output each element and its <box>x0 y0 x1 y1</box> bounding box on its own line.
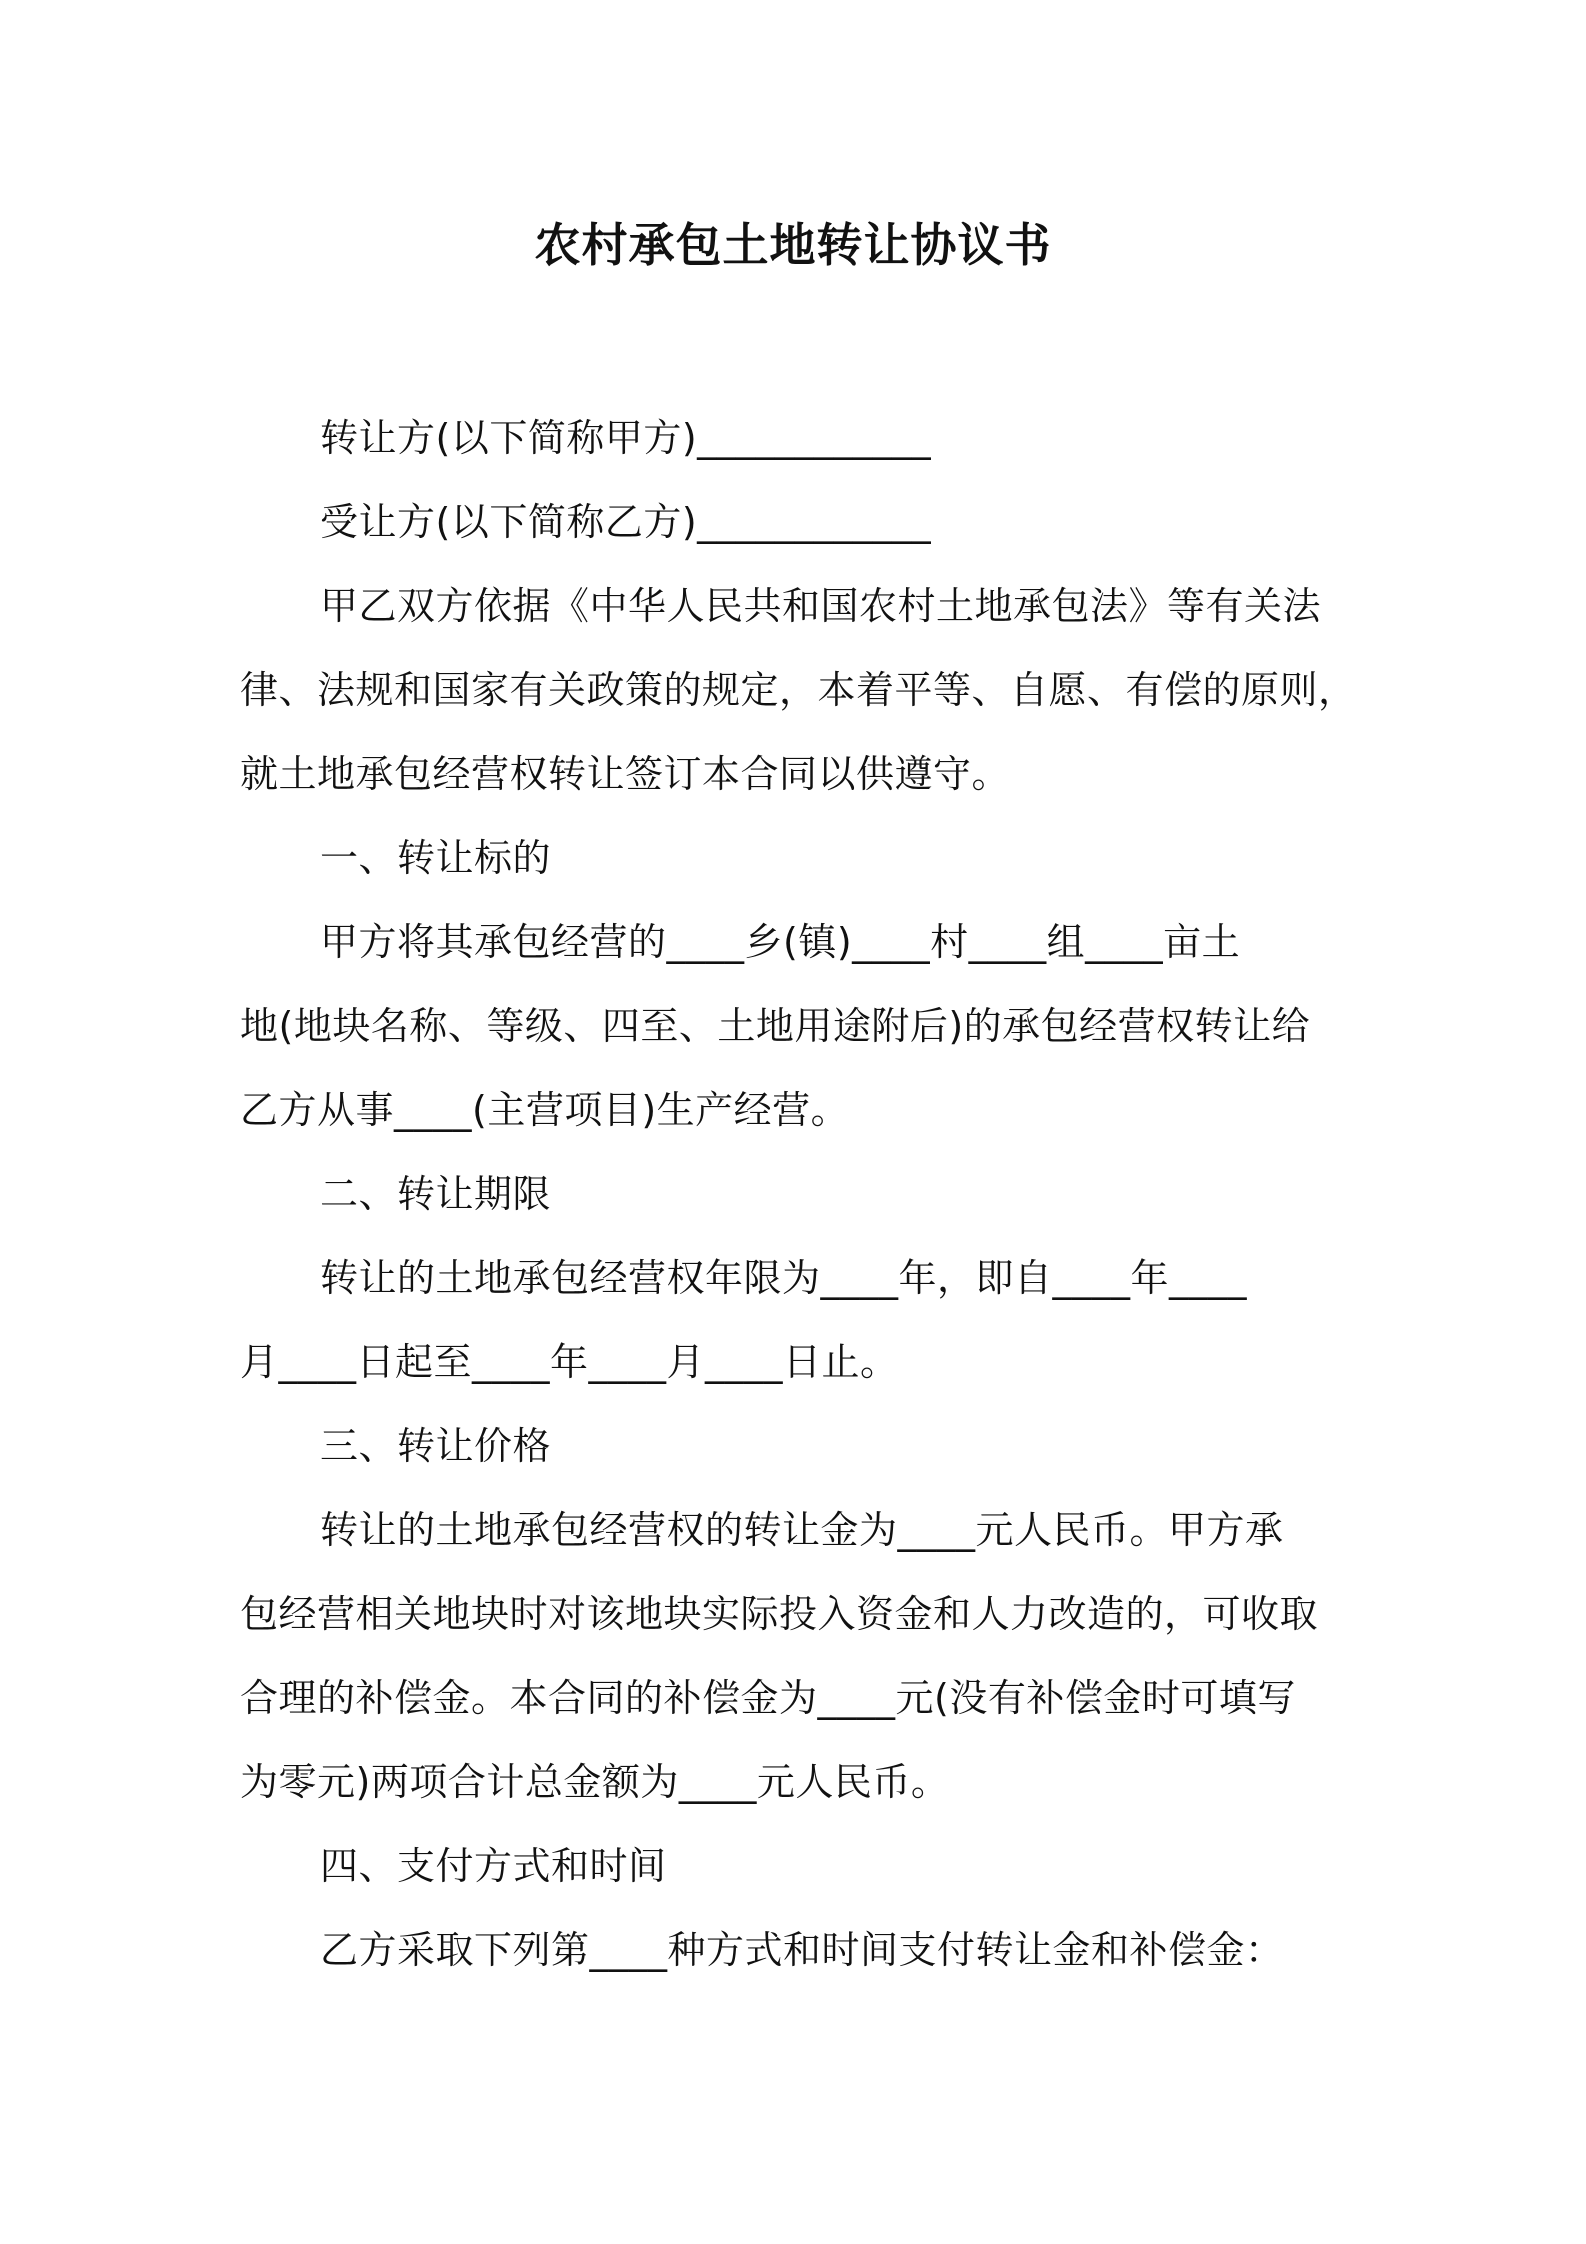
section-3-line-1: 转让的土地承包经营权的转让金为____元人民币。甲方承 <box>320 1508 1284 1552</box>
party-a-line: 转让方(以下简称甲方)____________ <box>320 416 932 460</box>
section-3-line-3: 合理的补偿金。本合同的补偿金为____元(没有补偿金时可填写 <box>240 1676 1296 1720</box>
section-heading-2: 二、转让期限 <box>320 1172 552 1216</box>
section-heading-4: 四、支付方式和时间 <box>320 1844 667 1888</box>
section-2-line-2: 月____日起至____年____月____日止。 <box>240 1340 899 1384</box>
section-2-line-1: 转让的土地承包经营权年限为____年，即自____年____ <box>320 1256 1248 1300</box>
section-3-line-4: 为零元)两项合计总金额为____元人民币。 <box>240 1760 950 1804</box>
section-1-line-2: 地(地块名称、等级、四至、土地用途附后)的承包经营权转让给 <box>240 1004 1311 1048</box>
intro-paragraph-line-2: 律、法规和国家有关政策的规定，本着平等、自愿、有偿的原则， <box>240 668 1357 712</box>
section-3-line-2: 包经营相关地块时对该地块实际投入资金和人力改造的，可收取 <box>240 1592 1319 1636</box>
section-1-line-3: 乙方从事____(主营项目)生产经营。 <box>240 1088 850 1132</box>
intro-paragraph-line-3: 就土地承包经营权转让签订本合同以供遵守。 <box>240 752 1011 796</box>
section-heading-3: 三、转让价格 <box>320 1424 552 1468</box>
section-1-line-1: 甲方将其承包经营的____乡(镇)____村____组____亩土 <box>320 920 1241 964</box>
section-heading-1: 一、转让标的 <box>320 836 552 880</box>
document-title: 农村承包土地转让协议书 <box>534 218 1052 272</box>
intro-paragraph-line-1: 甲乙双方依据《中华人民共和国农村土地承包法》等有关法 <box>320 584 1322 628</box>
section-4-line-1: 乙方采取下列第____种方式和时间支付转让金和补偿金： <box>320 1928 1284 1972</box>
party-b-line: 受让方(以下简称乙方)____________ <box>320 500 932 544</box>
